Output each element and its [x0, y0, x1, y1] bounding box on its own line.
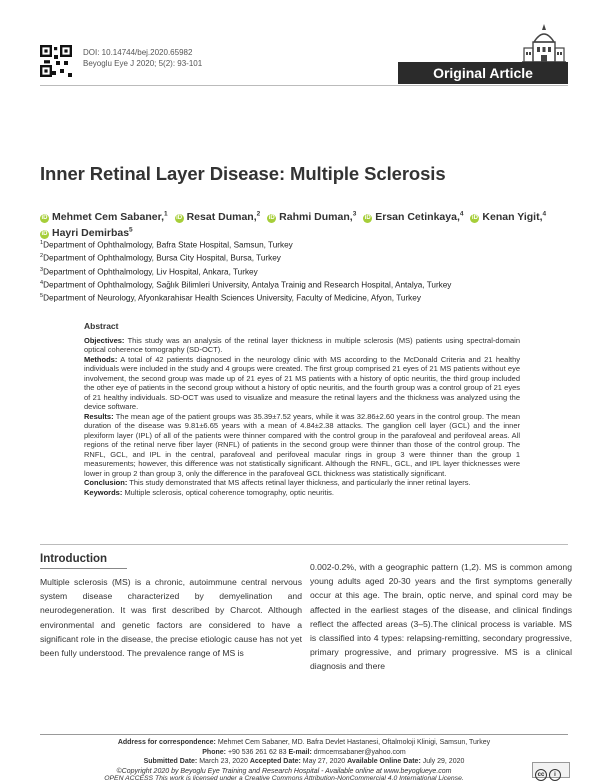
orcid-icon[interactable]: iD	[41, 214, 48, 221]
orcid-icon[interactable]: iD	[268, 214, 275, 221]
author-list	[40, 207, 570, 240]
abstract-heading: Abstract	[84, 321, 119, 331]
by-icon: i	[549, 769, 561, 781]
author[interactable]: iD Hayri Demirbas$^5$	[41, 226, 133, 239]
correspondence-line: Address for correspondence: Mehmet Cem Sabaner, MD. Bafra Devlet Hastanesi, Oftalmoloji Klinigi, Samsun, Turkey	[117, 739, 491, 746]
orcid-icon[interactable]: iD	[471, 214, 478, 221]
qr-code	[40, 45, 72, 77]
orcid-icon[interactable]: iD	[364, 214, 371, 221]
footer-divider	[40, 734, 568, 735]
abstract-objectives: Objectives: This study was an analysis of the retinal layer thickness in multiple sclerosis (MS) patients using spectral-domain optical coherence tomography (SD-OCT).	[84, 335, 520, 354]
header-divider	[40, 85, 568, 86]
article-title: Inner Retinal Layer Disease: Multiple Sclerosis	[40, 163, 446, 184]
introduction-heading: Introduction	[40, 553, 108, 565]
orcid-icon[interactable]: iD	[41, 231, 48, 237]
author[interactable]: iD Mehmet Cem Sabaner,$^1$	[41, 210, 168, 223]
author[interactable]: iD Resat Duman,$^2$	[176, 210, 261, 223]
body-column-left: Multiple sclerosis (MS) is a chronic, autoimmune central nervous system disease characterized by demyelination and neurodegeneration. It was first described by Charcot. Although environmental and genetic factors are considered to have a significant role in the disease, the precise etiologic cause has not yet been fully understood. The prevalence range of MS is	[40, 577, 302, 659]
abstract-results: Results: The mean age of the patient groups was 35.39±7.52 years, while it was 32.86±2.60 years in the control group. The mean duration of the disease was 9.81±6.65 years with a mean of 4.84±2.38 attacks. The ganglion cell layer (GCL) and the inner plexiform layer (IPL) of all of the patients were thinner compared with the control group in the parafoveal and perifoveal areas. All regions of the retinal nerve fiber layer (RNFL) of patients in the second group were thinner than those of the control group. The RNFL, GCL, and IPL in the central, parafoveal and perifoveal macular rings in group 3 were thinner than the group 1 measurements; however, this difference was not statistically significant. Although the RNFL, GCL, and IPL layer thicknesses were lower in group 2 than group 3, only the difference in the parafoveal GCL thickness was statistically significant.	[84, 411, 520, 478]
copyright-line: ©Copyright 2020 by Beyoglu Eye Training and Research Hospital - Available online at www.beyoglueye.com	[116, 767, 452, 775]
creative-commons-icon[interactable]	[532, 762, 570, 778]
abstract-keywords: Keywords: Multiple sclerosis, optical coherence tomography, optic neuritis.	[84, 487, 334, 497]
hospital-building-logo	[520, 20, 568, 68]
dates-line: Submitted Date: March 23, 2020 Accepted Date: May 27, 2020 Available Online Date: July 29, 2020	[143, 758, 465, 765]
email-link[interactable]: drmcemsabaner@yahoo.com	[313, 748, 406, 756]
section-divider	[40, 544, 568, 545]
orcid-icon[interactable]: iD	[176, 214, 183, 221]
affiliation-list	[40, 238, 451, 305]
author[interactable]: iD Kenan Yigit,$^4$	[471, 210, 547, 223]
affiliation: $^2$Department of Ophthalmology, Bursa City Hospital, Bursa, Turkey	[40, 253, 281, 264]
abstract-methods: Methods: A total of 42 patients diagnosed in the neurology clinic with MS according to the McDonald Criteria and 21 healthy individuals were included in the study and 4 groups were created. The first group comprised 21 eyes of 21 MS patients without eye involvement, the second group was made up of 21 eyes of 21 MS patients with a history of optic neuritis, the third group included the other eye of patients in the second group without a history of optic neuritis, and the fourth group was a control group of 21 eyes of 21 healthy individuals. SD-OCT was used to visualize and measure the retinal layers and the thickness was analyzed using the device software.	[84, 354, 520, 411]
heading-underline	[40, 568, 127, 569]
affiliation: $^3$Department of Ophthalmology, Liv Hospital, Ankara, Turkey	[40, 266, 258, 277]
affiliation: $^5$Department of Neurology, Afyonkarahisar Health Sciences University, Faculty of Medicine, Afyon, Turkey	[40, 293, 421, 304]
cc-icon: cc	[535, 769, 547, 781]
doi[interactable]: DOI: 10.14744/bej.2020.65982	[83, 48, 193, 57]
abstract-block	[84, 322, 520, 497]
contact-line: Phone: +90 536 261 62 83 E-mail: drmcemsabaner@yahoo.com	[202, 748, 406, 756]
doi-block	[83, 47, 202, 69]
author[interactable]: iD Ersan Cetinkaya,$^4$	[364, 210, 464, 223]
journal-citation: Beyoglu Eye J 2020; 5(2): 93-101	[83, 59, 203, 68]
affiliation: $^1$Department of Ophthalmology, Bafra State Hospital, Samsun, Turkey	[40, 240, 293, 250]
affiliation: $^4$Department of Ophthalmology, Sağlık Bilimleri University, Antalya Trainig and Research Hospital, Antalya, Turkey	[40, 279, 452, 290]
abstract-conclusion: Conclusion: This study demonstrated that MS affects retinal layer thickness, and particularly the inner retinal layers.	[84, 478, 471, 487]
body-column-right: 0.002-0.2%, with a geographic pattern (1,2). MS is common among young adults aged 20-30 years and the first symptoms generally occur at this age. The brain, optic nerve, and spinal cord may be affected in the earliest stages of the disease, and clinical findings reflect the affected areas (3–5).The clinical process is variable. MS is classified into 4 types: relapsing-remitting, secondary progressive, primary progressive, and primary progressive. MS is a clinical diagnosis and there	[310, 562, 572, 672]
article-type-badge: Original Article	[398, 62, 568, 84]
license-line: OPEN ACCESS This work is licensed under a Creative Commons Attribution-NonCommercial 4.0 International License.	[104, 775, 464, 782]
author[interactable]: iD Rahmi Duman,$^3$	[268, 210, 357, 223]
